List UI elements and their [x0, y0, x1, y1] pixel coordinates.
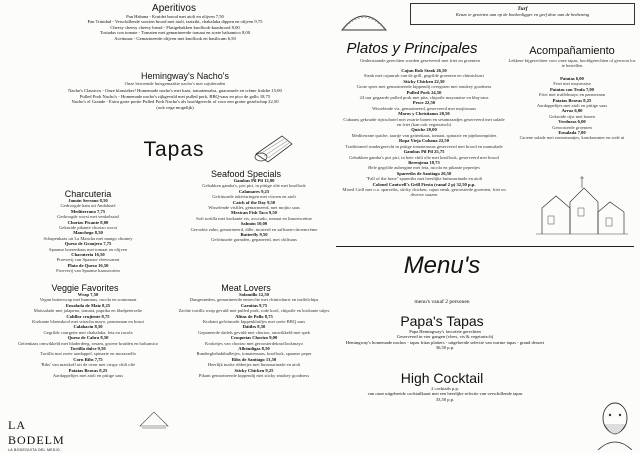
item-name: Mexican Fish Taco 9,50: [231, 210, 277, 216]
item-name: Calamares 9,25: [238, 188, 270, 194]
high-title: High Cocktail: [400, 370, 484, 386]
platos-title: Platos y Principales: [346, 40, 478, 57]
item-desc: Hele gegrilde aubergine met feta, rucola en pikante pepertjes: [368, 165, 480, 171]
papas-price: 36,50 p.p.: [435, 345, 455, 351]
meat-title: Meat Lovers: [221, 283, 271, 293]
item-desc: Geitenkaas omwikkeld met bladerdeeg, sesam, groene kruiden en balsamico: [17, 340, 159, 346]
item-name: Spareribs de Santiago 26,50: [396, 170, 452, 176]
section-divider: [336, 246, 634, 247]
item-name: Manchego 8,50: [73, 230, 103, 236]
papas-line: Geserveerd in vier gangen (vlees, vis & vegetarisch): [396, 334, 494, 340]
item-name: Croquetas Chorizo 9,00: [230, 335, 278, 341]
tapas-title: Tapas: [143, 138, 205, 161]
hemingway-title: Hemingway's Nacho's: [141, 71, 229, 81]
papas-title: Papa's Tapas: [400, 313, 484, 329]
item-desc: Gepaneerde dadels gevuld met chorizo, omwikkeld met spek: [198, 329, 310, 335]
veggie-title: Veggie Favorites: [51, 283, 119, 293]
item-name: Patatas Bravas 8,25: [68, 367, 108, 373]
item-desc: Groene salade met zontomaatjes, komkommer en rode ui: [519, 135, 625, 141]
list-item: Pan Habana - Kruidet brood met aioli en olijven 7,50: [126, 14, 224, 19]
logo-tagline: LA BODEGUITA DEL MEDIO: [8, 448, 60, 452]
turf-note: Keuze te genieten aan op de boekenligger en geef deze aan de bediening: [455, 12, 590, 17]
item-desc: Steak met cajunrub van de grill, gegrilde groenten en chimichurri: [363, 73, 485, 79]
list-item: (ook vega mogelijk): [156, 104, 194, 110]
list-item: Nacho's el Grande - Extra grote portie Pulled Pork Nacho's als hoofdgerecht of voor een groter gezelschap 22,50: [71, 99, 279, 105]
item-name: Plato de Queso 16,50: [67, 262, 109, 268]
item-name: Salmón 10,00: [240, 221, 268, 227]
hemingway-subtitle: Onze beroemde huisgemaakte nacho's met sajsderaden: [124, 81, 226, 86]
item-desc: Zachte tortilla wrap gevuld met pulled pork, rode kool, chipotle en krokante uitjes: [178, 308, 330, 314]
turf-title: Turf: [517, 6, 528, 12]
item-name: Carnitas 9,75: [240, 302, 268, 308]
item-desc: Proeverij van Spaanse vleeswaren: [56, 257, 120, 263]
item-desc: Schapenkaas uit La Mancha met mango chutney: [43, 235, 133, 241]
charcuteria-title: Charcuteria: [64, 189, 112, 199]
high-details: [340, 386, 550, 402]
item-desc: Friet met mayonaise: [553, 81, 591, 87]
turf-box: [410, 3, 635, 25]
charcuteria-list: [6, 198, 170, 274]
item-name: Gambas Pil Pil 25,75: [403, 149, 445, 155]
item-name: Berenjena 18,75: [408, 159, 440, 165]
item-name: Pesce 22,50: [412, 100, 436, 106]
wrap-drawing-icon: [252, 132, 296, 166]
meat-list: [170, 292, 338, 379]
list-item: Cheesy cheesy cheesy bread - Flatigebakken knoflook-kaasbrood 8,00: [110, 24, 240, 30]
item-name: Ensalada 7,00: [558, 130, 586, 136]
item-desc: Krokant gefrituurde kippenkluifjes met soete BBQ saus: [202, 319, 306, 325]
item-name: Butterfly 9,50: [240, 232, 268, 238]
item-desc: Gebakken gamba's piri piri, in hete chili olie met knoflook, geserveerd met brood: [349, 154, 499, 160]
item-desc: Vegan botterwrap met hummus, rucola en sontomaat: [39, 297, 137, 303]
papas-details: [340, 329, 550, 351]
item-desc: Aardappeltjes met aioli en pittige saus: [52, 373, 124, 379]
empanada-drawing-icon: [338, 8, 390, 36]
item-name: Gambas Pil Pil 12,00: [233, 178, 275, 183]
sandwich-drawing-icon: [138, 408, 170, 434]
item-name: Pulled Pork 24,50: [406, 89, 442, 95]
item-name: Cajun Rub Steak 26,50: [401, 68, 447, 73]
item-desc: Gefrituurde garnalen, gepaneerd, met chilisaus: [211, 237, 297, 243]
seafood-title: Seafood Specials: [210, 169, 282, 179]
item-desc: Mediterrane quiche, taartje van geitenkaas, tomaat, spinazie en pijnboompitten: [351, 132, 497, 138]
high-line: 2 cocktails p.p.: [431, 386, 459, 391]
item-desc: Maissalade met jalapeno, tomaat, paprika en bladpeterselie: [33, 308, 143, 314]
hemingway-portrait-icon: [594, 396, 636, 450]
item-name: Sticky Chicken 22,50: [403, 78, 445, 84]
item-name: Coliflor crujiente 8,75: [66, 313, 110, 319]
item-desc: Gekruide pikante chorizo worst: [58, 225, 118, 231]
item-desc: Dungesneden, gemarineerde entrecôte met chimichurri en truffelchips: [189, 297, 319, 303]
item-name: Sticky Chicken 9,25: [234, 367, 274, 373]
item-desc: Gefrituurde inktvisringen met citroen en aioli: [212, 194, 296, 200]
item-name: Solomillo 12,50: [239, 292, 269, 297]
logo-name: LA BODELM: [8, 418, 65, 447]
item-desc: Grote spies met gemarineerde kippendij overgoten met smokey goodness: [356, 84, 492, 90]
item-desc: Runderghehaktballetjes, tomatensaus, knoflook, spaanse peper: [196, 351, 312, 357]
item-name: Quiche 20,00: [411, 127, 437, 133]
item-desc: Proeverij van Spaanse kaassoorten: [56, 268, 120, 274]
item-desc: Krokante bloemkool met sriracha mayo, parmezaan en bosui: [32, 319, 144, 325]
item-name: Calabacín 8,50: [73, 324, 103, 330]
item-desc: Gegrilde courgette met chakalaka, feta en rucola: [43, 329, 133, 335]
item-desc: Gebakken gamba's, piri piri, in pittige olie met knoflook: [202, 183, 306, 189]
acomp-list: [508, 76, 636, 141]
list-item: Nacho's Classicos - Onze klassieker! Homemade nacho's met kaas, tomatensalsa, guacamole en crème fraîche 15,00: [68, 88, 282, 94]
seafood-list: [170, 178, 338, 243]
village-drawing-icon: [534, 168, 630, 238]
item-desc: Traditioneel rundergerecht in pittige tomatensaus geserveerd met brood en mansalade: [345, 143, 503, 149]
list-item: Pan Trinidad - Verschillende soorten brood met aioli, tzatziki, chakalaka dippen en olijven 9,75: [87, 19, 263, 25]
item-desc: Wisselende visfilet, gemarineerd, met mojito saus: [208, 205, 300, 211]
item-desc: Gedroogde worst met venkelzaad: [57, 214, 119, 220]
item-desc: Cubaans gekruide rijstschotel met zwarte bonen en sesamzaadjes geserveerd met salade en friet (kan ook vegetarisch): [343, 116, 505, 128]
item-desc: Soft tortilla met krokante vis, avocado, tomaat en limoencrème: [196, 215, 312, 221]
item-desc: Kroketjes van chorizo met geroosterdeknoflookmayo: [205, 340, 303, 346]
veggie-list: [6, 292, 170, 379]
item-desc: Gekruide rijst met bonen: [549, 113, 595, 119]
item-desc: Heerlijk malse ribbetjes met huismarinade en aioli: [207, 362, 301, 368]
item-name: Tortilla dulce 9,50: [70, 346, 106, 352]
item-name: Patatas Bravas 8,25: [552, 97, 592, 103]
item-desc: Pikant gemarineerde kippendij met sticky smokey goodness: [198, 373, 310, 379]
list-item: Aceitunas - Gemarineerde olijven met knoflook en basilicum 6,50: [114, 35, 236, 41]
papas-line: Papa Hemingway's favoriete gerechten: [409, 329, 481, 334]
item-desc: 'Ribs' van maiskolf uit de oven met crispy chili olie: [40, 362, 136, 368]
item-name: Patatas 6,00: [560, 76, 584, 81]
item-name: Queso de Cabra 8,50: [67, 335, 109, 341]
menus-title: Menu's: [403, 252, 481, 279]
list-item: Tostadas con tomate - Tomaten met gemarineerde tomaat en soete balsamico 8,00: [99, 30, 251, 36]
item-name: Ribs de Santiago 13,50: [231, 356, 277, 362]
item-name: Queso de Granjero 7,75: [64, 241, 112, 247]
hemingway-list: [10, 81, 340, 110]
papas-line: Hemingway's homemade nachos - tapas fritas platters - uitgebreide selectie van warme tapas - grand dessert: [345, 339, 545, 345]
item-name: Corn Ribs 7,75: [73, 356, 103, 362]
aperitivos-list: [10, 14, 340, 41]
item-name: Patatas con Trufa 7,00: [550, 86, 594, 92]
item-desc: Mixed Grill met o.a. spareribs, sticky chicken, cajun steak, geroosterde groenten, friet en diverse sauzen: [342, 186, 506, 198]
item-name: Arroz 6,00: [561, 108, 583, 114]
item-name: Colonel Cantwell's Grill Fiesta (vanaf 2 p) 32,50 p.p.: [372, 181, 476, 187]
item-name: Albóndigas 8,50: [238, 346, 270, 352]
platos-list: [342, 68, 506, 198]
item-desc: Wisselende vis, gemarineerd, geserveerd met mojitosaus: [371, 105, 477, 111]
item-desc: Aardappeltjes met aioli en pittige saus: [536, 103, 608, 109]
item-desc: Geroosterde groenten: [552, 124, 592, 130]
item-desc: Spaanse boerenkaas met tomaat en olijven: [49, 246, 127, 252]
item-name: Mediterrano 7,75: [70, 208, 106, 214]
item-name: Jamón Serrano 8,50: [68, 198, 108, 203]
item-desc: 24 uur gegaarde pulled pork met pita, chipotle mayonaise en bbq-saus: [359, 95, 489, 101]
aperitivos-title: Aperitivos: [152, 3, 196, 14]
item-name: Moros y Christianos 20,50: [398, 111, 450, 117]
item-desc: Gerookte zalm, gemarineerd, dille, mosterd en saffraan-citroencrème: [190, 226, 318, 232]
item-name: Alitas de Pollo 8,75: [235, 313, 273, 319]
item-desc: "Fall of the bone" spareribs met heerlijke huismarinade en aioli: [365, 176, 483, 182]
platos-subtitle: Onderstaande gerechten worden geserveerd met friet en groenten: [360, 58, 480, 63]
item-name: Catch of the Day 9,50: [232, 199, 276, 205]
item-name: Dátiles 8,50: [242, 324, 266, 330]
item-name: Ensalada de Maiz 8,25: [65, 302, 111, 308]
item-name: Chorizo Picante 8,00: [67, 219, 109, 225]
item-name: Chacuteria 16,50: [71, 252, 105, 258]
high-line: van onze uitgebreide cocktailkaart met een heerlijke selectie van verschillende tapas: [367, 391, 523, 397]
item-name: Wrap 7,50: [77, 292, 99, 297]
list-item: Pulled Pork Nacho's - Homemade nacho's rijkgevuld met pulled pork, BBQ-saus en pico de gallo 18,75: [79, 93, 271, 99]
acomp-title: Acompañamiento: [529, 45, 615, 57]
item-desc: Friet met truffelmayo en parmezaan: [539, 92, 605, 98]
menus-subtitle: menu's vanaf 2 personen: [414, 299, 470, 305]
high-price: 33,50 p.p.: [435, 396, 455, 402]
item-name: Verduras 6,00: [558, 119, 586, 125]
acomp-subtitle: Lekkere bijgerechten voor onze tapas, hoofdgerechten of gewoon los te bestellen: [508, 58, 636, 69]
item-desc: Tortilla met zoete aardappel, spinazie en mozzarella: [40, 351, 136, 357]
item-desc: Gedroogde ham uit Andalusië: [60, 203, 116, 209]
item-name: Ropa Vieja Cubana 22,50: [398, 138, 450, 144]
restaurant-logo: [8, 418, 64, 450]
